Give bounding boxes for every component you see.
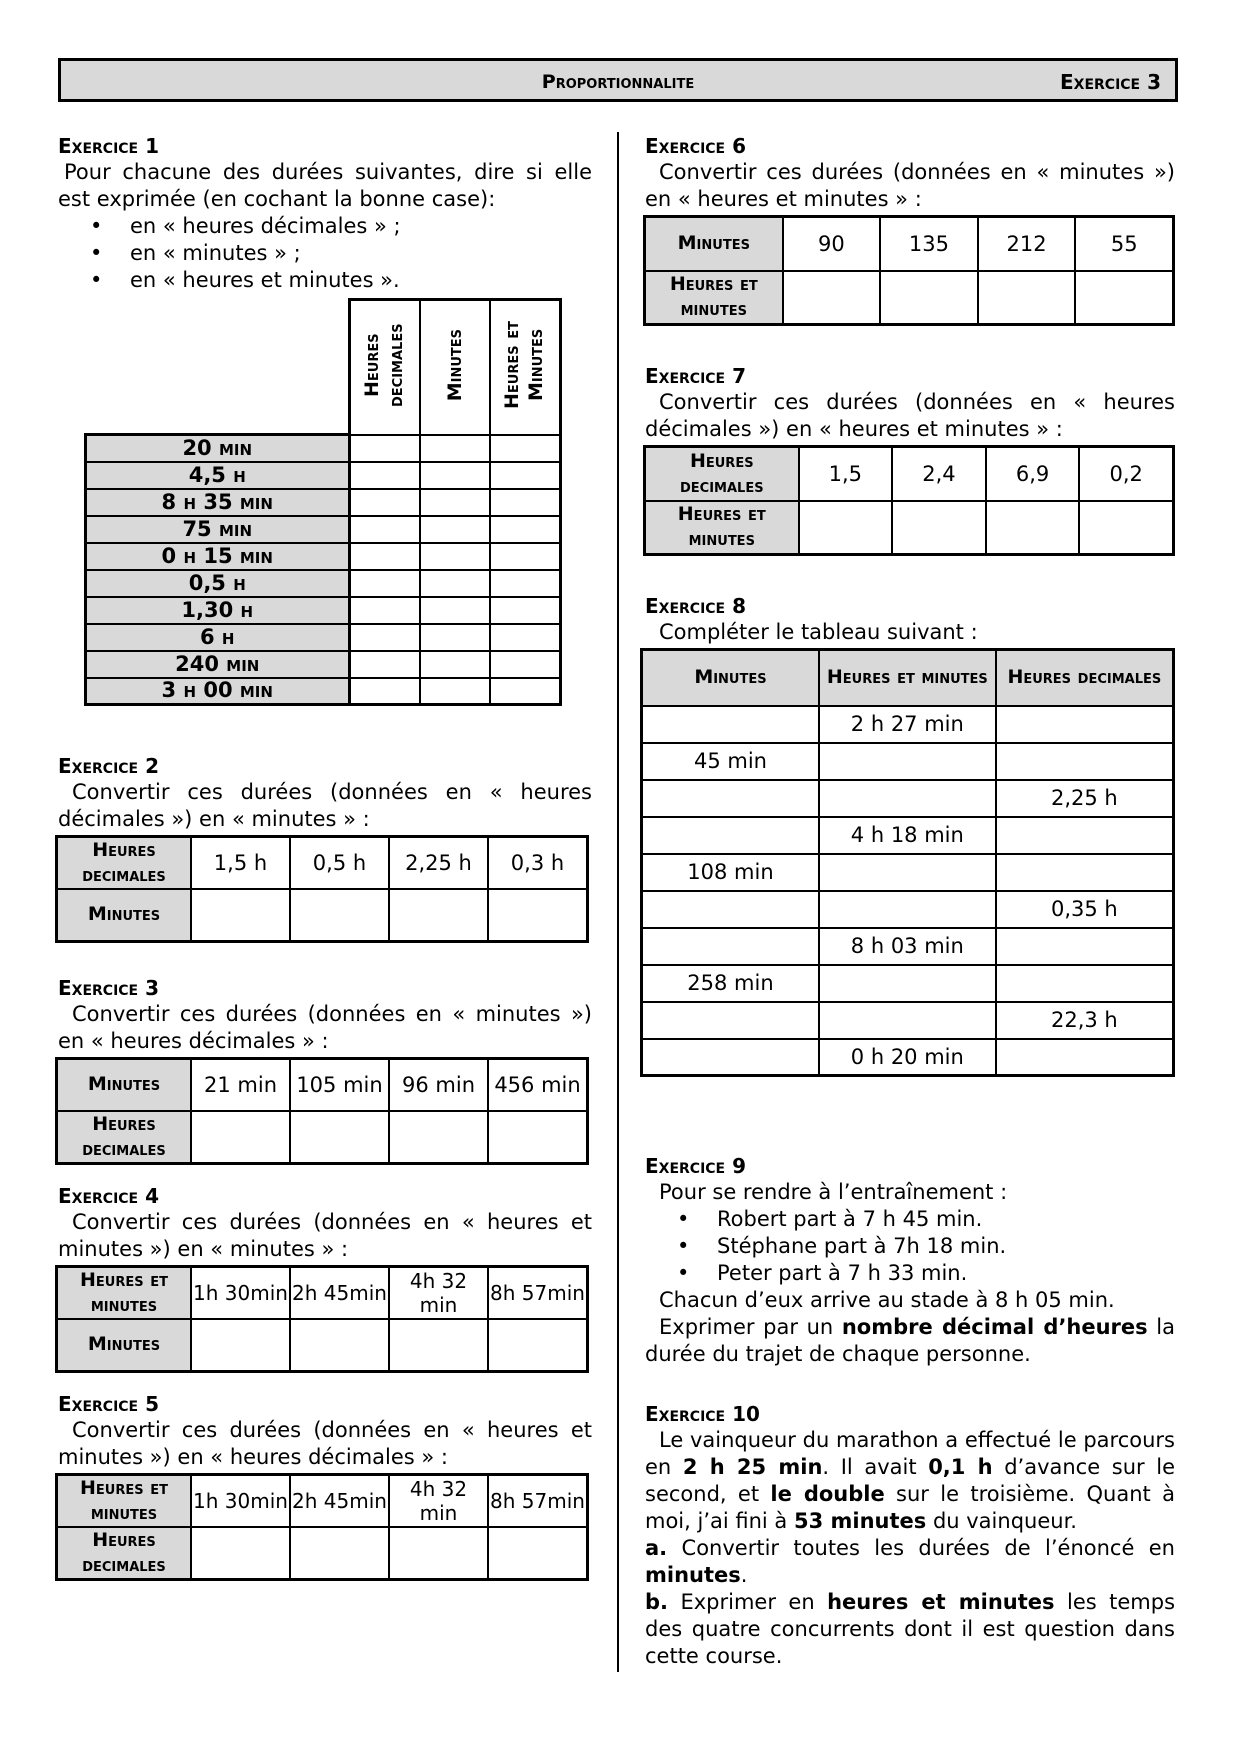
table-cell: 1,5 bbox=[799, 447, 893, 501]
checkbox-cell[interactable] bbox=[490, 462, 561, 489]
answer-cell[interactable] bbox=[488, 889, 588, 941]
table-cell: 135 bbox=[880, 217, 978, 271]
answer-cell[interactable] bbox=[1075, 271, 1173, 325]
exercise-8-title: Exercice 8 bbox=[645, 594, 746, 618]
exercise-6-table bbox=[643, 215, 1175, 326]
answer-cell[interactable] bbox=[642, 891, 819, 928]
exercise-sheet-number: Exercice 3 bbox=[1060, 70, 1161, 94]
checkbox-cell[interactable] bbox=[349, 624, 420, 651]
answer-cell[interactable] bbox=[642, 1002, 819, 1039]
table-row bbox=[86, 678, 561, 705]
answer-cell[interactable] bbox=[819, 891, 996, 928]
table-cell: 0,5 h bbox=[290, 837, 389, 890]
checkbox-cell[interactable] bbox=[420, 489, 490, 516]
exercise-9-line2: Exprimer par un nombre décimal d’heures la durée du trajet de chaque personne. bbox=[645, 1315, 1175, 1366]
list-item: • Peter part à 7 h 33 min. bbox=[645, 1260, 1175, 1287]
checkbox-cell[interactable] bbox=[349, 489, 420, 516]
table-cell: 1,5 h bbox=[191, 837, 290, 890]
checkbox-cell[interactable] bbox=[490, 678, 561, 705]
answer-cell[interactable] bbox=[996, 965, 1174, 1002]
list-item: • en « heures et minutes ». bbox=[58, 267, 592, 294]
answer-cell[interactable] bbox=[191, 889, 290, 941]
table-row bbox=[642, 780, 1174, 817]
exercise-1-title: Exercice 1 bbox=[58, 134, 159, 158]
row-header: Heures et minutes bbox=[645, 271, 783, 325]
list-item: • en « heures décimales » ; bbox=[58, 213, 592, 240]
table-cell: 96 min bbox=[389, 1059, 488, 1111]
exercise-2-table bbox=[55, 835, 589, 943]
checkbox-cell[interactable] bbox=[349, 516, 420, 543]
answer-cell[interactable] bbox=[880, 271, 978, 325]
exercise-9 bbox=[645, 1153, 1175, 1401]
table-cell: 258 min bbox=[642, 965, 819, 1002]
page-title: Proportionnalite bbox=[541, 71, 695, 93]
exercise-2-title: Exercice 2 bbox=[58, 754, 159, 778]
left-column bbox=[58, 133, 592, 1581]
row-header: 75 min bbox=[86, 516, 350, 543]
table-row bbox=[642, 928, 1174, 965]
answer-cell[interactable] bbox=[819, 965, 996, 1002]
exercise-10 bbox=[645, 1401, 1175, 1670]
list-item: • Stéphane part à 7h 18 min. bbox=[645, 1233, 1175, 1260]
answer-cell[interactable] bbox=[389, 1111, 488, 1164]
answer-cell[interactable] bbox=[996, 817, 1174, 854]
checkbox-cell[interactable] bbox=[420, 651, 490, 678]
table-cell: 90 bbox=[783, 217, 881, 271]
exercise-10-text: Le vainqueur du marathon a effectué le parcours en 2 h 25 min. Il avait 0,1 h d’avance sur le second, et le double sur le troisième. Quant à moi, j’ai fini à 53 minutes du vainqueur. bbox=[645, 1428, 1176, 1533]
checkbox-cell[interactable] bbox=[420, 597, 490, 624]
checkbox-cell[interactable] bbox=[490, 624, 561, 651]
answer-cell[interactable] bbox=[819, 854, 996, 891]
exercise-3-table bbox=[55, 1057, 589, 1165]
answer-cell[interactable] bbox=[290, 1111, 389, 1164]
checkbox-cell[interactable] bbox=[349, 543, 420, 570]
column-header: Heures decimales bbox=[996, 650, 1174, 706]
table-row bbox=[86, 435, 561, 462]
table-cell: 212 bbox=[978, 217, 1076, 271]
exercise-5 bbox=[58, 1391, 592, 1581]
table-cell: 6,9 bbox=[986, 447, 1080, 501]
table-row bbox=[86, 570, 561, 597]
table-cell: 8 h 03 min bbox=[819, 928, 996, 965]
table-cell: 4 h 18 min bbox=[819, 817, 996, 854]
checkbox-cell[interactable] bbox=[420, 570, 490, 597]
exercise-9-bullets bbox=[645, 1206, 1175, 1287]
column-header: Minutes bbox=[642, 650, 819, 706]
answer-cell[interactable] bbox=[389, 1527, 488, 1580]
exercise-4-intro: Convertir ces durées (données en « heures et minutes ») en « minutes » : bbox=[58, 1210, 592, 1261]
checkbox-cell[interactable] bbox=[349, 435, 420, 462]
row-header: 4,5 h bbox=[86, 462, 350, 489]
table-cell: 4h 32 min bbox=[389, 1475, 488, 1528]
answer-cell[interactable] bbox=[996, 854, 1174, 891]
answer-cell[interactable] bbox=[978, 271, 1076, 325]
table-row bbox=[642, 743, 1174, 780]
checkbox-cell[interactable] bbox=[490, 597, 561, 624]
answer-cell[interactable] bbox=[986, 501, 1080, 555]
exercise-4-table bbox=[55, 1265, 589, 1373]
table-cell: 0,2 bbox=[1079, 447, 1173, 501]
answer-cell[interactable] bbox=[488, 1319, 588, 1371]
row-header: Heures et minutes bbox=[57, 1267, 192, 1320]
answer-cell[interactable] bbox=[996, 706, 1174, 743]
table-cell: 2h 45min bbox=[290, 1267, 389, 1320]
table-row bbox=[642, 817, 1174, 854]
list-item: • Robert part à 7 h 45 min. bbox=[645, 1206, 1175, 1233]
row-header: Heures decimales bbox=[57, 1111, 192, 1164]
table-cell: 0,35 h bbox=[996, 891, 1174, 928]
table-row bbox=[86, 462, 561, 489]
list-item: • en « minutes » ; bbox=[58, 240, 592, 267]
row-header: 1,30 h bbox=[86, 597, 350, 624]
checkbox-cell[interactable] bbox=[420, 678, 490, 705]
checkbox-cell[interactable] bbox=[420, 543, 490, 570]
column-divider bbox=[617, 132, 619, 1672]
row-header: 20 min bbox=[86, 435, 350, 462]
page-header bbox=[58, 58, 1178, 102]
exercise-8-table bbox=[640, 648, 1175, 1077]
answer-cell[interactable] bbox=[996, 743, 1174, 780]
table-cell: 456 min bbox=[488, 1059, 588, 1111]
table-row bbox=[86, 489, 561, 516]
table-row bbox=[86, 624, 561, 651]
answer-cell[interactable] bbox=[642, 817, 819, 854]
row-header: 0 h 15 min bbox=[86, 543, 350, 570]
checkbox-cell[interactable] bbox=[490, 570, 561, 597]
row-header: Minutes bbox=[57, 889, 192, 941]
checkbox-cell[interactable] bbox=[420, 516, 490, 543]
table-row bbox=[642, 706, 1174, 743]
checkbox-cell[interactable] bbox=[420, 624, 490, 651]
table-row bbox=[642, 854, 1174, 891]
exercise-4-title: Exercice 4 bbox=[58, 1184, 159, 1208]
exercise-4 bbox=[58, 1183, 592, 1391]
row-header: 6 h bbox=[86, 624, 350, 651]
table-cell: 2,25 h bbox=[389, 837, 488, 890]
answer-cell[interactable] bbox=[799, 501, 893, 555]
row-header: Minutes bbox=[57, 1319, 192, 1371]
exercise-1 bbox=[58, 133, 592, 753]
table-row bbox=[642, 1039, 1174, 1076]
column-header: Heures decimales bbox=[349, 300, 420, 435]
exercise-1-table bbox=[84, 298, 562, 706]
exercise-3 bbox=[58, 975, 592, 1183]
answer-cell[interactable] bbox=[783, 271, 881, 325]
exercise-3-title: Exercice 3 bbox=[58, 976, 159, 1000]
exercise-2 bbox=[58, 753, 592, 975]
table-cell: 2h 45min bbox=[290, 1475, 389, 1528]
table-cell: 2,4 bbox=[892, 447, 986, 501]
answer-cell[interactable] bbox=[191, 1319, 290, 1371]
table-cell: 108 min bbox=[642, 854, 819, 891]
row-header: Heures decimales bbox=[57, 1527, 192, 1580]
table-cell: 1h 30min bbox=[191, 1267, 290, 1320]
exercise-7-table bbox=[643, 445, 1175, 556]
row-header: Minutes bbox=[645, 217, 783, 271]
answer-cell[interactable] bbox=[996, 928, 1174, 965]
answer-cell[interactable] bbox=[191, 1111, 290, 1164]
exercise-5-intro: Convertir ces durées (données en « heures et minutes ») en « heures décimales » : bbox=[58, 1418, 592, 1469]
exercise-10-title: Exercice 10 bbox=[645, 1402, 760, 1426]
answer-cell[interactable] bbox=[389, 1319, 488, 1371]
column-header: Heures et Minutes bbox=[490, 300, 561, 435]
table-cell: 45 min bbox=[642, 743, 819, 780]
row-header: 240 min bbox=[86, 651, 350, 678]
table-row bbox=[86, 651, 561, 678]
row-header: Heures et minutes bbox=[645, 501, 799, 555]
exercise-10-question-b: b. Exprimer en heures et minutes les temps des quatre concurrents dont il est question dans cette course. bbox=[645, 1590, 1176, 1668]
table-cell: 22,3 h bbox=[996, 1002, 1174, 1039]
checkbox-cell[interactable] bbox=[490, 435, 561, 462]
answer-cell[interactable] bbox=[488, 1527, 588, 1580]
checkbox-cell[interactable] bbox=[420, 462, 490, 489]
checkbox-cell[interactable] bbox=[490, 651, 561, 678]
column-header: Heures et minutes bbox=[819, 650, 996, 706]
row-header: Heures et minutes bbox=[57, 1475, 192, 1528]
table-cell: 21 min bbox=[191, 1059, 290, 1111]
exercise-6-intro: Convertir ces durées (données en « minutes ») en « heures et minutes » : bbox=[645, 160, 1175, 211]
answer-cell[interactable] bbox=[290, 889, 389, 941]
answer-cell[interactable] bbox=[642, 1039, 819, 1076]
exercise-7 bbox=[645, 363, 1175, 593]
table-cell: 8h 57min bbox=[488, 1267, 588, 1320]
row-header: 3 h 00 min bbox=[86, 678, 350, 705]
exercise-9-line1: Chacun d’eux arrive au stade à 8 h 05 min. bbox=[659, 1288, 1115, 1312]
table-row bbox=[642, 891, 1174, 928]
row-header: Heures decimales bbox=[57, 837, 192, 890]
exercise-6 bbox=[645, 133, 1175, 363]
answer-cell[interactable] bbox=[290, 1527, 389, 1580]
checkbox-cell[interactable] bbox=[349, 651, 420, 678]
table-cell: 55 bbox=[1075, 217, 1173, 271]
exercise-5-table bbox=[55, 1473, 589, 1581]
checkbox-cell[interactable] bbox=[490, 516, 561, 543]
table-row bbox=[86, 543, 561, 570]
exercise-9-title: Exercice 9 bbox=[645, 1154, 746, 1178]
exercise-7-intro: Convertir ces durées (données en « heures décimales ») en « heures et minutes » : bbox=[645, 390, 1175, 441]
table-row bbox=[86, 597, 561, 624]
table-cell: 105 min bbox=[290, 1059, 389, 1111]
answer-cell[interactable] bbox=[290, 1319, 389, 1371]
exercise-5-title: Exercice 5 bbox=[58, 1392, 159, 1416]
answer-cell[interactable] bbox=[819, 1002, 996, 1039]
table-cell: 8h 57min bbox=[488, 1475, 588, 1528]
answer-cell[interactable] bbox=[642, 928, 819, 965]
answer-cell[interactable] bbox=[892, 501, 986, 555]
column-header: Minutes bbox=[420, 300, 490, 435]
exercise-8 bbox=[645, 593, 1175, 1153]
checkbox-cell[interactable] bbox=[490, 543, 561, 570]
table-cell: 1h 30min bbox=[191, 1475, 290, 1528]
exercise-10-question-a: a. Convertir toutes les durées de l’énoncé en minutes. bbox=[645, 1536, 1175, 1587]
row-header: Heures decimales bbox=[645, 447, 799, 501]
table-row bbox=[642, 1002, 1174, 1039]
table-row bbox=[642, 965, 1174, 1002]
checkbox-cell[interactable] bbox=[349, 570, 420, 597]
exercise-9-intro: Pour se rendre à l’entraînement : bbox=[659, 1180, 1008, 1204]
answer-cell[interactable] bbox=[1079, 501, 1173, 555]
answer-cell[interactable] bbox=[819, 743, 996, 780]
answer-cell[interactable] bbox=[819, 780, 996, 817]
answer-cell[interactable] bbox=[996, 1039, 1174, 1076]
answer-cell[interactable] bbox=[191, 1527, 290, 1580]
checkbox-cell[interactable] bbox=[420, 435, 490, 462]
exercise-7-title: Exercice 7 bbox=[645, 364, 746, 388]
exercise-1-bullets bbox=[58, 213, 592, 294]
table-cell: 0,3 h bbox=[488, 837, 588, 890]
checkbox-cell[interactable] bbox=[349, 597, 420, 624]
row-header: Minutes bbox=[57, 1059, 192, 1111]
exercise-8-intro: Compléter le tableau suivant : bbox=[659, 620, 978, 644]
checkbox-cell[interactable] bbox=[349, 678, 420, 705]
table-cell: 2,25 h bbox=[996, 780, 1174, 817]
checkbox-cell[interactable] bbox=[349, 462, 420, 489]
exercise-1-intro: Pour chacune des durées suivantes, dire si elle est exprimée (en cochant la bonne case): bbox=[58, 160, 592, 211]
answer-cell[interactable] bbox=[389, 889, 488, 941]
row-header: 0,5 h bbox=[86, 570, 350, 597]
row-header: 8 h 35 min bbox=[86, 489, 350, 516]
table-cell: 2 h 27 min bbox=[819, 706, 996, 743]
exercise-2-intro: Convertir ces durées (données en « heures décimales ») en « minutes » : bbox=[58, 780, 592, 831]
right-column bbox=[645, 133, 1175, 1670]
exercise-3-intro: Convertir ces durées (données en « minutes ») en « heures décimales » : bbox=[58, 1002, 592, 1053]
table-cell: 0 h 20 min bbox=[819, 1039, 996, 1076]
answer-cell[interactable] bbox=[642, 780, 819, 817]
checkbox-cell[interactable] bbox=[490, 489, 561, 516]
table-cell: 4h 32 min bbox=[389, 1267, 488, 1320]
answer-cell[interactable] bbox=[642, 706, 819, 743]
exercise-6-title: Exercice 6 bbox=[645, 134, 746, 158]
answer-cell[interactable] bbox=[488, 1111, 588, 1164]
table-row bbox=[86, 516, 561, 543]
